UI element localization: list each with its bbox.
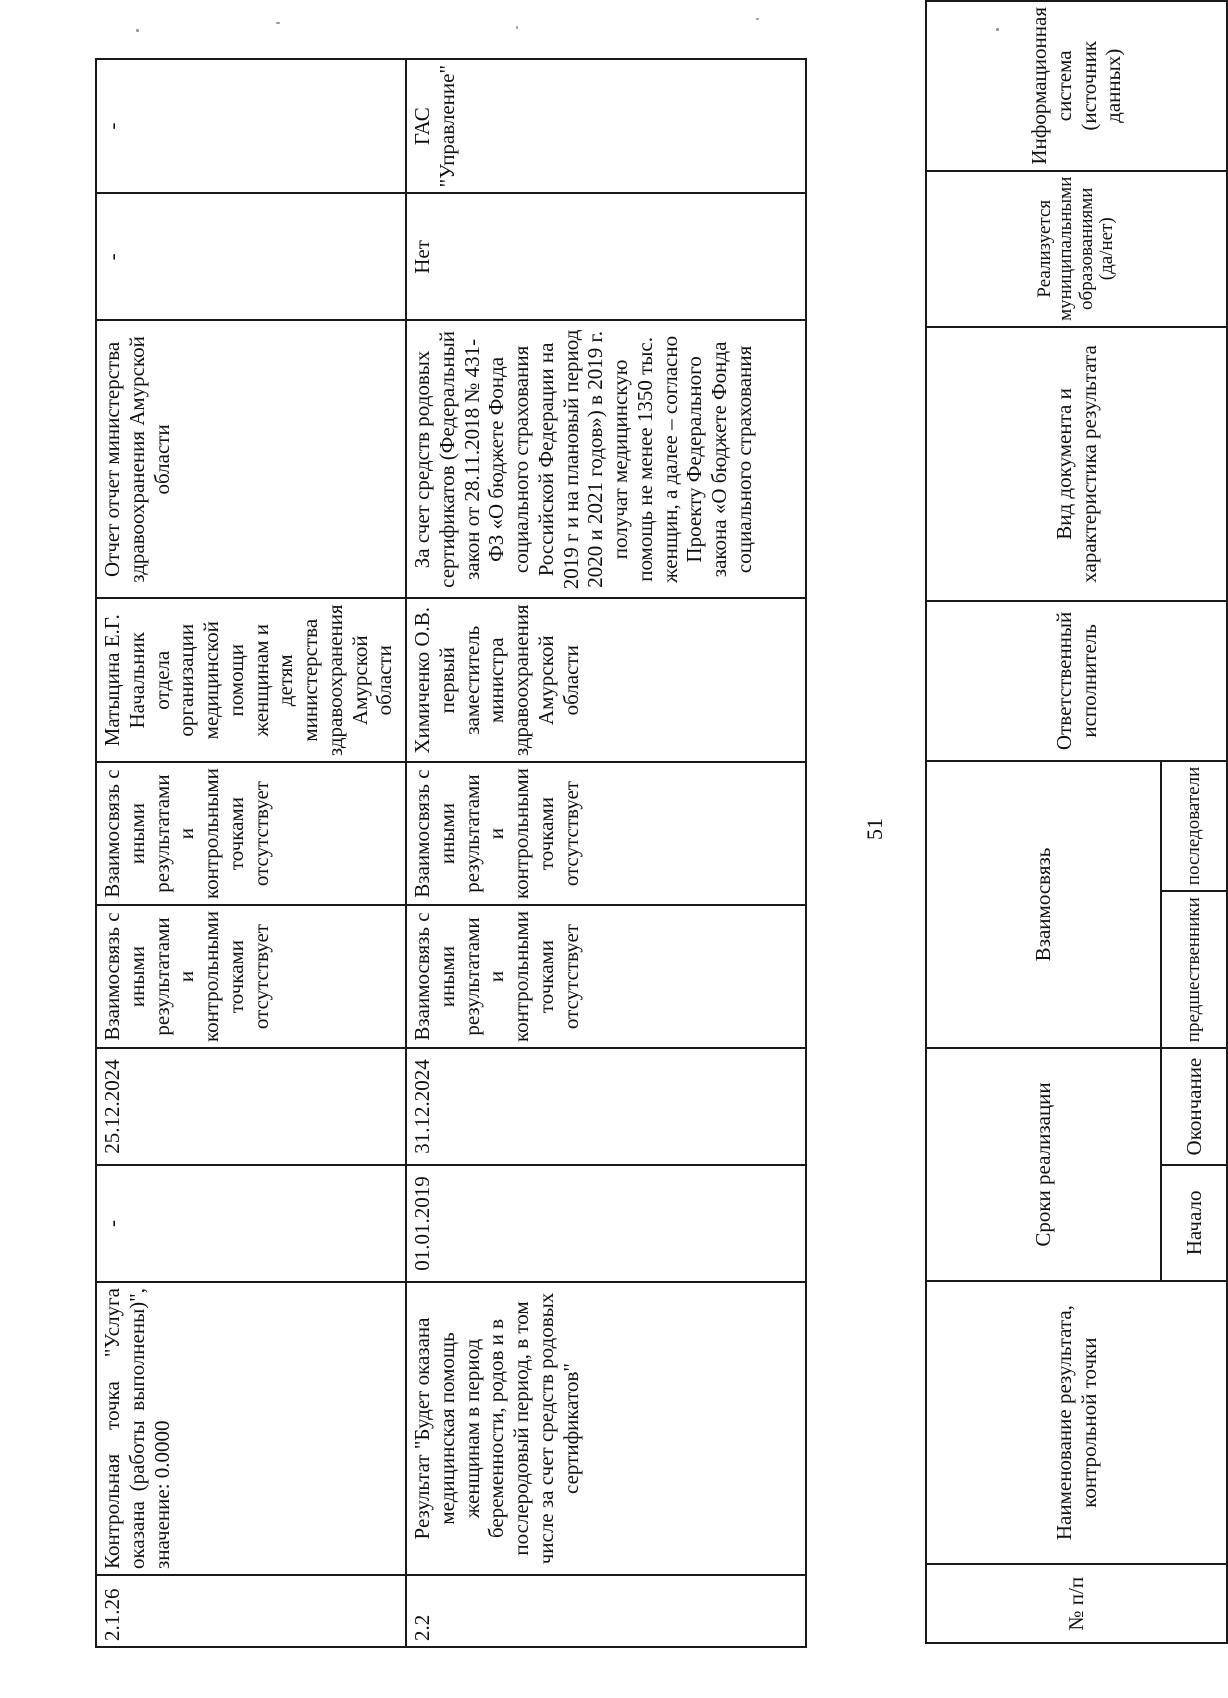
header-link: Взаимосвязь bbox=[926, 761, 1161, 1048]
info-system-cell: ГАС "Управление" bbox=[406, 59, 806, 193]
document-cell: За счет средств родовых сертификатов (Федеральный закон от 28.11.2018 № 431-ФЗ «О бюджете Фонда социального страхования Российской Федерации на 2019 г и на плановый период 2020 и 2021 годов») в 2019 г. получат медицинскую помощь не менее 1350 тыс. женщин, а далее – согласно Проекту Федерального закона «О бюджете Фонда социального страхования bbox=[406, 320, 806, 598]
predecessors-cell: Взаимосвязь с иными результатами и контрольными точками отсутствует bbox=[406, 905, 806, 1048]
end-date-cell: 25.12.2024 bbox=[96, 1048, 406, 1165]
municipal-cell: Нет bbox=[406, 193, 806, 320]
scan-noise bbox=[96, 8, 1196, 38]
table-header bbox=[925, 0, 1228, 1644]
municipal-cell: - bbox=[96, 193, 406, 320]
start-date-cell: - bbox=[96, 1165, 406, 1282]
result-name-cell: Контрольная точка "Услуга оказана (работы выполнены)", значение: 0.0000 bbox=[96, 1282, 406, 1575]
responsible-cell: Матыцина Е.Г. Начальник отдела организации медицинской помощи женщинам и детям министерства здравоохранения Амурской области bbox=[96, 598, 406, 762]
header-info-system: Информационная система (источник данных) bbox=[926, 1, 1227, 171]
start-date-cell: 01.01.2019 bbox=[406, 1165, 806, 1282]
header-row bbox=[926, 1, 1161, 1643]
header-predecessors: предшественники bbox=[1161, 891, 1227, 1048]
plan-table bbox=[95, 58, 807, 1648]
result-name-cell: Результат "Будет оказана медицинская помощь женщинам в период беременности, родов и в послеродовый период, в том числе за счет средств родовых сертификатов" bbox=[406, 1282, 806, 1575]
header-number: № п/п bbox=[926, 1564, 1227, 1643]
predecessors-cell: Взаимосвязь с иными результатами и контрольными точками отсутствует bbox=[96, 905, 406, 1048]
table-row bbox=[406, 59, 806, 1647]
responsible-cell: Химиченко О.В. первый заместитель министра здравоохранения Амурской области bbox=[406, 598, 806, 762]
header-municipal: Реализуется муниципальными образованиями (да/нет) bbox=[926, 171, 1227, 327]
end-date-cell: 31.12.2024 bbox=[406, 1048, 806, 1165]
header-end: Окончание bbox=[1161, 1048, 1227, 1165]
header-responsible: Ответственный исполнитель bbox=[926, 601, 1227, 761]
header-document: Вид документа и характеристика результата bbox=[926, 327, 1227, 601]
page-number: 51 bbox=[862, 818, 887, 840]
row-number-cell: 2.1.26 bbox=[96, 1575, 406, 1647]
header-start: Начало bbox=[1161, 1165, 1227, 1281]
row-number-cell: 2.2 bbox=[406, 1575, 806, 1647]
header-terms: Сроки реализации bbox=[926, 1048, 1161, 1281]
info-system-cell: - bbox=[96, 59, 406, 193]
document-cell: Отчет отчет министерства здравоохранения Амурской области bbox=[96, 320, 406, 598]
successors-cell: Взаимосвязь с иными результатами и контрольными точками отсутствует bbox=[406, 762, 806, 905]
successors-cell: Взаимосвязь с иными результатами и контрольными точками отсутствует bbox=[96, 762, 406, 905]
header-result-name: Наименование результата, контрольной точки bbox=[926, 1281, 1227, 1565]
header-successors: последователи bbox=[1161, 761, 1227, 891]
table-row bbox=[96, 59, 406, 1647]
